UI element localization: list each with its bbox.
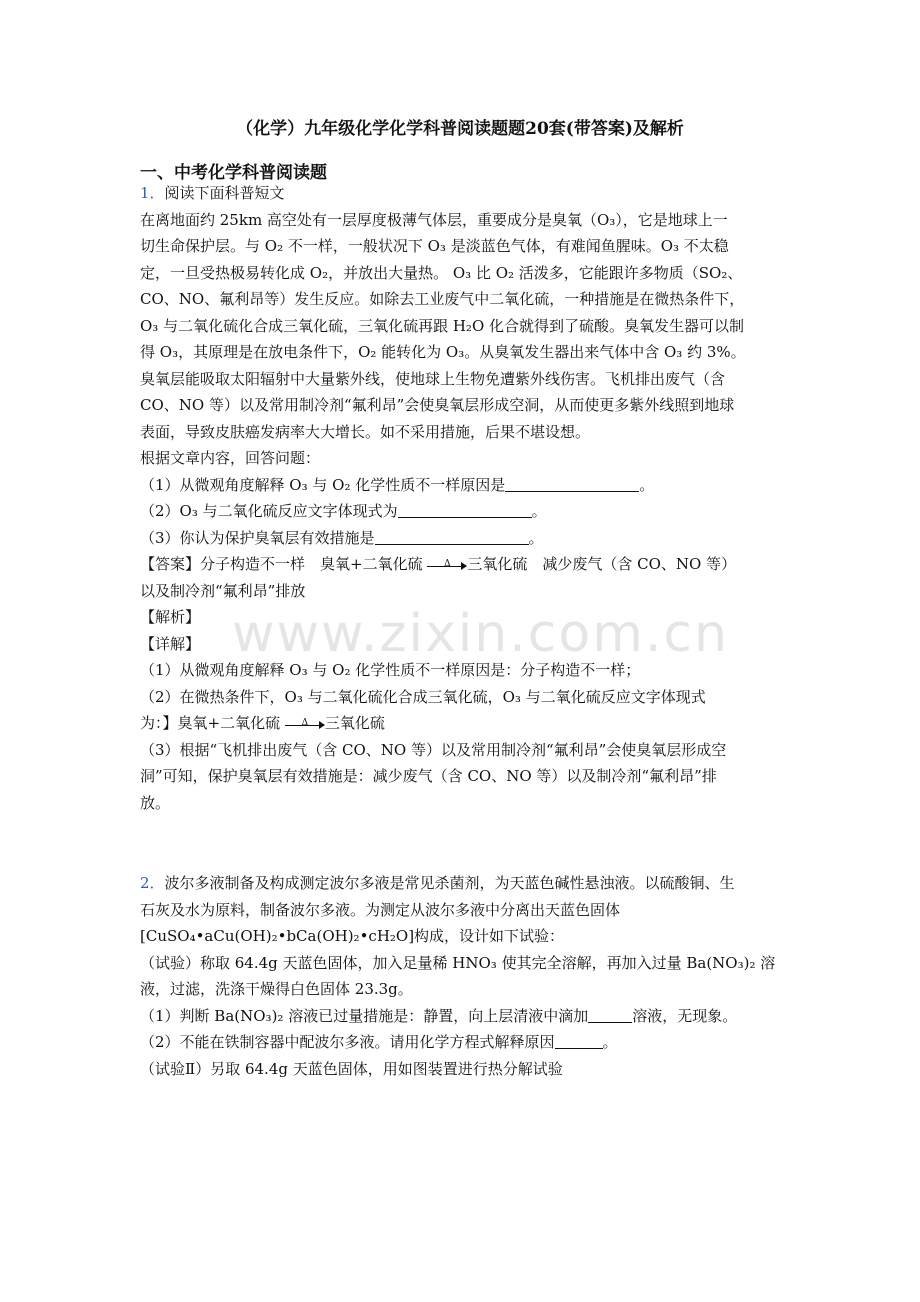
passage-line: 表面，导致皮肤癌发病率大大增长。如不采用措施，后果不堪设想。 bbox=[140, 422, 591, 441]
detail-2: （2）在微热条件下，O₃ 与二氧化硫化合成三氧化硫，O₃ 与二氧化硫反应文字体现式 bbox=[140, 687, 706, 706]
sub-question-text: （3）你认为保护臭氧层有效措施是 bbox=[140, 528, 375, 547]
sub-question-text: （1）判断 Ba(NO₃)₂ 溶液已过量措施是：静置，向上层清液中滴加 bbox=[140, 1006, 589, 1025]
sub-question-3 bbox=[140, 525, 780, 552]
answer-line-2: 以及制冷剂“氟利昂”排放 bbox=[140, 581, 306, 600]
question-2 bbox=[140, 870, 780, 1082]
analysis-label: 【解析】 bbox=[140, 608, 201, 626]
answer-blank[interactable] bbox=[588, 1006, 632, 1023]
sub-question-end: 。 bbox=[602, 1033, 618, 1051]
detail-3: 洞”可知，保护臭氧层有效措施是：减少废气（含 CO、NO 等）以及制冷剂“氟利昂”排 bbox=[140, 767, 717, 785]
sub-question-end: 溶液，无现象。 bbox=[632, 1006, 738, 1025]
reaction-arrow-icon bbox=[427, 558, 467, 572]
passage-line: 臭氧层能吸取太阳辐射中大量紫外线，使地球上生物免遭紫外线伤害。飞机排出废气（含 bbox=[140, 369, 726, 388]
passage-line: 在离地面约 25km 高空处有一层厚度极薄气体层，重要成分是臭氧（O₃），它是地球上一 bbox=[140, 210, 728, 229]
passage-line: CO、NO、氟利昂等）发生反应。如除去工业废气中二氧化硫，一种措施是在微热条件下， bbox=[140, 290, 745, 308]
passage-line: [CuSO₄•aCu(OH)₂•bCa(OH)₂•cH₂O]构成，设计如下试验： bbox=[140, 927, 565, 945]
question-1 bbox=[140, 180, 780, 816]
answer-blank[interactable] bbox=[505, 475, 639, 492]
detail-3: （3）根据“飞机排出废气（含 CO、NO 等）以及常用制冷剂“氟利昂”会使臭氧层形成空 bbox=[140, 740, 727, 759]
reaction-arrow-icon bbox=[285, 717, 325, 731]
question-intro: 阅读下面科普短文 bbox=[164, 184, 285, 202]
passage-line: 切生命保护层。与 O₂ 不一样，一般状况下 O₃ 是淡蓝色气体，有难闻鱼腥味。O₃ 不太稳 bbox=[140, 237, 729, 255]
sub-question-text: （2）不能在铁制容器中配波尔多液。请用化学方程式解释原因 bbox=[140, 1033, 555, 1051]
section-heading: 一、中考化学科普阅读题 bbox=[140, 163, 327, 183]
question-1-header bbox=[140, 180, 780, 207]
question-number: 1． bbox=[140, 184, 165, 202]
detail-label: 【详解】 bbox=[140, 634, 201, 653]
experiment-2: （试验Ⅱ）另取 64.4g 天蓝色固体，用如图装置进行热分解试验 bbox=[140, 1059, 563, 1078]
answer-line bbox=[140, 551, 780, 578]
answer-text: 分子构造不一样 臭氧+二氧化硫 bbox=[200, 555, 423, 573]
sub-question-2 bbox=[140, 1029, 780, 1056]
detail-3: 放。 bbox=[140, 793, 171, 812]
sub-question-1 bbox=[140, 472, 780, 499]
watermark: www.zixin.com.cn bbox=[232, 604, 729, 664]
question-number: 2． bbox=[140, 874, 165, 892]
passage-line: O₃ 与二氧化硫化合成三氧化硫，三氧化硫再跟 H₂O 化合就得到了硫酸。臭氧发生器可以制 bbox=[140, 316, 745, 335]
passage-line: CO、NO 等）以及常用制冷剂“氟利昂”会使臭氧层形成空洞，从而使更多紫外线照到地球 bbox=[140, 396, 735, 414]
page-title: （化学）九年级化学化学科普阅读题题20套(带答案)及解析 bbox=[236, 119, 684, 139]
passage-line: （试验）称取 64.4g 天蓝色固体，加入足量稀 HNO₃ 使其完全溶解，再加入过量 Ba(NO₃)₂ 溶 bbox=[140, 953, 776, 972]
sub-question-2 bbox=[140, 498, 780, 525]
answer-blank[interactable] bbox=[375, 528, 529, 545]
sub-question-text: （2）O₃ 与二氧化硫反应文字体现式为 bbox=[140, 502, 398, 520]
sub-question-text: （1）从微观角度解释 O₃ 与 O₂ 化学性质不一样原因是 bbox=[140, 475, 506, 494]
passage-line: 液，过滤，洗涤干燥得白色固体 23.3g。 bbox=[140, 980, 413, 998]
detail-1: （1）从微观角度解释 O₃ 与 O₂ 化学性质不一样原因是：分子构造不一样； bbox=[140, 661, 641, 679]
reaction-condition: Δ bbox=[301, 718, 309, 728]
reaction-condition: Δ bbox=[444, 559, 451, 569]
passage-line: 定，一旦受热极易转化成 O₂，并放出大量热。 O₃ 比 O₂ 活泼多，它能跟许多物质（SO₂、 bbox=[140, 263, 743, 282]
question-prompt: 根据文章内容，回答问题： bbox=[140, 449, 321, 467]
answer-blank[interactable] bbox=[398, 501, 532, 518]
passage-line: 得 O₃，其原理是在放电条件下，O₂ 能转化为 O₃。从臭氧发生器出来气体中含 O₃ 约 3%。 bbox=[140, 343, 746, 361]
sub-question-end: 。 bbox=[639, 475, 655, 494]
detail-text: 为：】臭氧+二氧化硫 bbox=[140, 714, 281, 732]
passage-line: 波尔多液制备及构成测定波尔多液是常见杀菌剂，为天蓝色碱性悬浊液。以硫酸铜、生 bbox=[164, 874, 735, 892]
answer-blank[interactable] bbox=[555, 1032, 603, 1049]
answer-label: 【答案】 bbox=[140, 555, 201, 573]
detail-text: 三氧化硫 bbox=[324, 714, 385, 732]
sub-question-1 bbox=[140, 1003, 780, 1030]
answer-text: 三氧化硫 减少废气（含 CO、NO 等） bbox=[467, 555, 737, 573]
question-2-line bbox=[140, 870, 780, 897]
passage-line: 石灰及水为原料，制备波尔多液。为测定从波尔多液中分离出天蓝色固体 bbox=[140, 900, 621, 919]
detail-2b bbox=[140, 710, 780, 737]
sub-question-end: 。 bbox=[531, 502, 547, 520]
sub-question-end: 。 bbox=[528, 528, 544, 547]
